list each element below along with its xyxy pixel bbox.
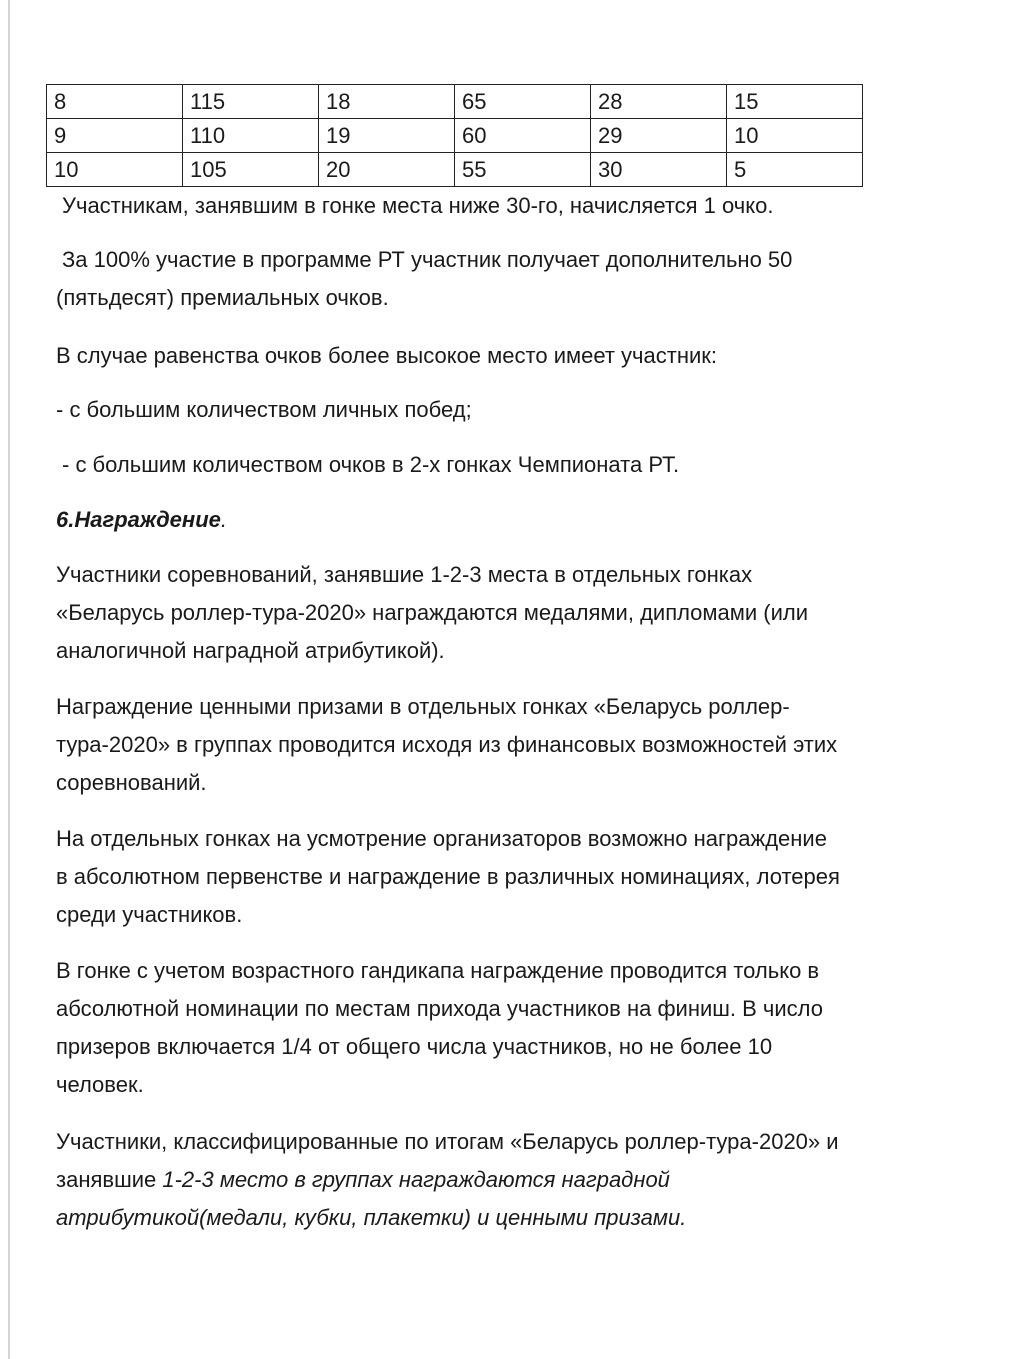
paragraph-low-places	[56, 187, 982, 225]
text-line: Участники, классифицированные по итогам «Беларусь роллер-тура-2020» и	[56, 1129, 839, 1154]
text-line-italic: 1-2-3 место в группах награждаются наградной	[162, 1167, 670, 1192]
table-cell: 9	[47, 119, 183, 153]
table-cell: 8	[47, 85, 183, 119]
text-line: «Беларусь роллер-тура-2020» награждаются медалями, дипломами (или	[56, 600, 809, 625]
text-line: человек.	[56, 1072, 144, 1097]
table-cell: 5	[727, 153, 863, 187]
text-line: (пятьдесят) премиальных очков.	[56, 285, 389, 310]
section-heading-text: 6.Награждение	[56, 507, 221, 532]
text-line: соревнований.	[56, 770, 207, 795]
table-cell: 29	[591, 119, 727, 153]
text-line: занявшие	[56, 1167, 163, 1192]
table-cell: 115	[183, 85, 319, 119]
table-cell: 20	[319, 153, 455, 187]
text-line: В случае равенства очков более высокое место имеет участник:	[56, 343, 717, 368]
table-cell: 18	[319, 85, 455, 119]
section-heading-dot: .	[220, 507, 228, 532]
text-line: Участники соревнований, занявшие 1-2-3 места в отдельных гонках	[56, 562, 753, 587]
paragraph-overall-awards	[56, 1123, 976, 1237]
points-table	[46, 84, 863, 187]
table-cell: 28	[591, 85, 727, 119]
table-row	[47, 85, 863, 119]
table-row	[47, 153, 863, 187]
paragraph-medals	[56, 556, 976, 670]
text-line: Награждение ценными призами в отдельных гонках «Беларусь роллер-	[56, 694, 790, 719]
text-line: - с большим количеством личных побед;	[56, 397, 472, 422]
paragraph-prizes	[56, 688, 976, 802]
page-edge	[8, 0, 10, 1359]
text-line: абсолютной номинации по местам прихода участников на финиш. В число	[56, 996, 824, 1021]
table-cell: 19	[319, 119, 455, 153]
table-row	[47, 119, 863, 153]
paragraph-tie-rule	[56, 337, 976, 375]
section-heading-awards	[56, 501, 976, 539]
text-line-italic: атрибутикой(медали, кубки, плакетки) и ценными призами.	[56, 1205, 687, 1230]
table-cell: 10	[47, 153, 183, 187]
table-cell: 10	[727, 119, 863, 153]
text-line: аналогичной наградной атрибутикой).	[56, 638, 445, 663]
paragraph-nominations	[56, 820, 976, 934]
paragraph-bonus-points	[56, 241, 976, 317]
text-line: - с большим количеством очков в 2-х гонках Чемпионата РТ.	[62, 452, 680, 477]
table-cell: 55	[455, 153, 591, 187]
text-line: призеров включается 1/4 от общего числа участников, но не более 10	[56, 1034, 773, 1059]
paragraph-tie-championship	[56, 446, 982, 484]
paragraph-tie-wins	[56, 391, 976, 429]
table-cell: 15	[727, 85, 863, 119]
text-line: На отдельных гонках на усмотрение организаторов возможно награждение	[56, 826, 827, 851]
text-line: в абсолютном первенстве и награждение в различных номинациях, лотерея	[56, 864, 840, 889]
table-cell: 60	[455, 119, 591, 153]
table-cell: 30	[591, 153, 727, 187]
paragraph-handicap	[56, 952, 976, 1104]
text-line: Участникам, занявшим в гонке места ниже 30-го, начисляется 1 очко.	[62, 193, 774, 218]
text-line: тура-2020» в группах проводится исходя из финансовых возможностей этих	[56, 732, 838, 757]
table-cell: 110	[183, 119, 319, 153]
text-line: среди участников.	[56, 902, 243, 927]
text-line: В гонке с учетом возрастного гандикапа награждение проводится только в	[56, 958, 820, 983]
text-line: За 100% участие в программе РТ участник получает дополнительно 50	[62, 247, 793, 272]
table-cell: 65	[455, 85, 591, 119]
table-cell: 105	[183, 153, 319, 187]
